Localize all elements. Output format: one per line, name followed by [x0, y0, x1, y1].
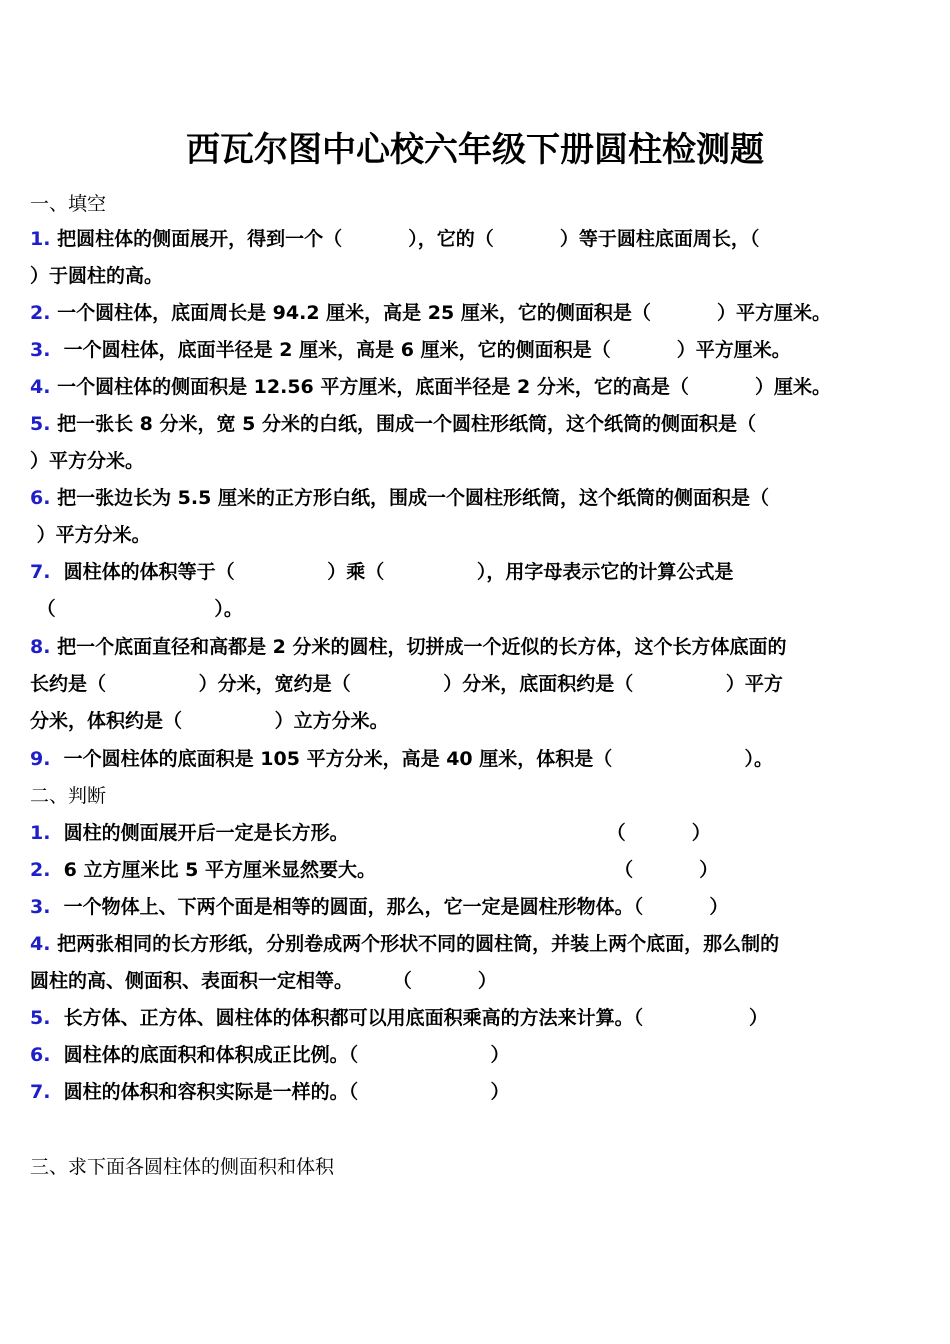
fill-item-2	[30, 299, 831, 327]
item-text: 把一张长 8 分米，宽 5 分米的白纸，围成一个圆柱形纸筒，这个纸筒的侧面积是（	[50, 413, 756, 435]
item-text: 一个圆柱体，底面半径是 2 厘米，高是 6 厘米，它的侧面积是（ ）平方厘米。	[50, 339, 791, 361]
fill-item-9	[30, 745, 773, 773]
item-text: 圆柱体的底面积和体积成正比例。（ ）	[50, 1044, 510, 1066]
item-text: ）于圆柱的高。	[30, 265, 164, 287]
fill-item-4	[30, 373, 831, 401]
item-text: 一个圆柱体的底面积是 105 平方分米，高是 40 厘米，体积是（ ）。	[50, 748, 774, 770]
fill-item-6-cont	[30, 521, 151, 549]
item-text: 6 立方厘米比 5 平方厘米显然要大。 （ ）	[50, 859, 719, 881]
item-number: 2.	[30, 302, 51, 324]
item-text: 一个圆柱体，底面周长是 94.2 厘米，高是 25 厘米，它的侧面积是（ ）平方厘米。	[50, 302, 831, 324]
item-text: ）平方分米。	[30, 524, 151, 546]
fill-item-8-cont	[30, 670, 783, 698]
fill-item-5-cont	[30, 447, 144, 475]
section-heading-fill: 一、填空	[30, 193, 107, 215]
item-text: 圆柱的高、侧面积、表面积一定相等。 （ ）	[30, 970, 497, 992]
item-number: 4.	[30, 933, 51, 955]
item-text: ）平方分米。	[30, 450, 145, 472]
judge-item-1	[30, 819, 711, 847]
judge-item-2	[30, 856, 718, 884]
item-text: 把圆柱体的侧面展开，得到一个（ ），它的（ ）等于圆柱底面周长，（	[50, 228, 760, 250]
item-text: 圆柱体的体积等于（ ）乘（ ），用字母表示它的计算公式是	[50, 561, 734, 583]
item-text: 圆柱的体积和容积实际是一样的。（ ）	[50, 1081, 510, 1103]
item-text: 一个圆柱体的侧面积是 12.56 平方厘米，底面半径是 2 分米，它的高是（ ）厘米。	[50, 376, 831, 398]
item-text: 长方体、正方体、圆柱体的体积都可以用底面积乘高的方法来计算。（ ）	[50, 1007, 769, 1029]
page-title: 西瓦尔图中心校六年级下册圆柱检测题	[186, 130, 764, 170]
item-number: 5.	[30, 413, 51, 435]
judge-item-6	[30, 1041, 509, 1069]
item-text: 把一个底面直径和高都是 2 分米的圆柱，切拼成一个近似的长方体，这个长方体底面的	[50, 636, 787, 658]
item-number: 6.	[30, 1044, 51, 1066]
item-number: 2.	[30, 859, 51, 881]
item-text: 分米，体积约是（ ）立方分米。	[30, 710, 389, 732]
item-text: 圆柱的侧面展开后一定是长方形。 （ ）	[50, 822, 711, 844]
fill-item-5	[30, 410, 756, 438]
item-number: 4.	[30, 376, 51, 398]
judge-item-4	[30, 930, 779, 958]
item-number: 8.	[30, 636, 51, 658]
judge-item-5	[30, 1004, 768, 1032]
item-number: 1.	[30, 822, 51, 844]
item-number: 1.	[30, 228, 51, 250]
fill-item-1	[30, 225, 759, 253]
fill-item-7	[30, 558, 733, 586]
item-number: 7.	[30, 1081, 51, 1103]
item-text: 把一张边长为 5.5 厘米的正方形白纸，围成一个圆柱形纸筒，这个纸筒的侧面积是（	[50, 487, 769, 509]
item-number: 5.	[30, 1007, 51, 1029]
item-number: 3.	[30, 896, 51, 918]
fill-item-6	[30, 484, 769, 512]
judge-item-7	[30, 1078, 509, 1106]
fill-item-8	[30, 633, 787, 661]
section-heading-calc: 三、求下面各圆柱体的侧面积和体积	[30, 1156, 335, 1178]
item-number: 3.	[30, 339, 51, 361]
item-text: 长约是（ ）分米，宽约是（ ）分米，底面积约是（ ）平方	[30, 673, 783, 695]
item-text: （ ）。	[30, 598, 243, 620]
item-text: 一个物体上、下两个面是相等的圆面，那么，它一定是圆柱形物体。（ ）	[50, 896, 729, 918]
item-number: 9.	[30, 748, 51, 770]
item-text: 把两张相同的长方形纸，分别卷成两个形状不同的圆柱筒，并装上两个底面，那么制的	[50, 933, 780, 955]
section-heading-judge: 二、判断	[30, 785, 107, 807]
judge-item-4-cont	[30, 967, 497, 995]
item-number: 6.	[30, 487, 51, 509]
judge-item-3	[30, 893, 728, 921]
fill-item-1-cont	[30, 262, 163, 290]
item-number: 7.	[30, 561, 51, 583]
fill-item-8-cont	[30, 707, 389, 735]
fill-item-3	[30, 336, 791, 364]
fill-item-7-cont	[30, 595, 243, 623]
